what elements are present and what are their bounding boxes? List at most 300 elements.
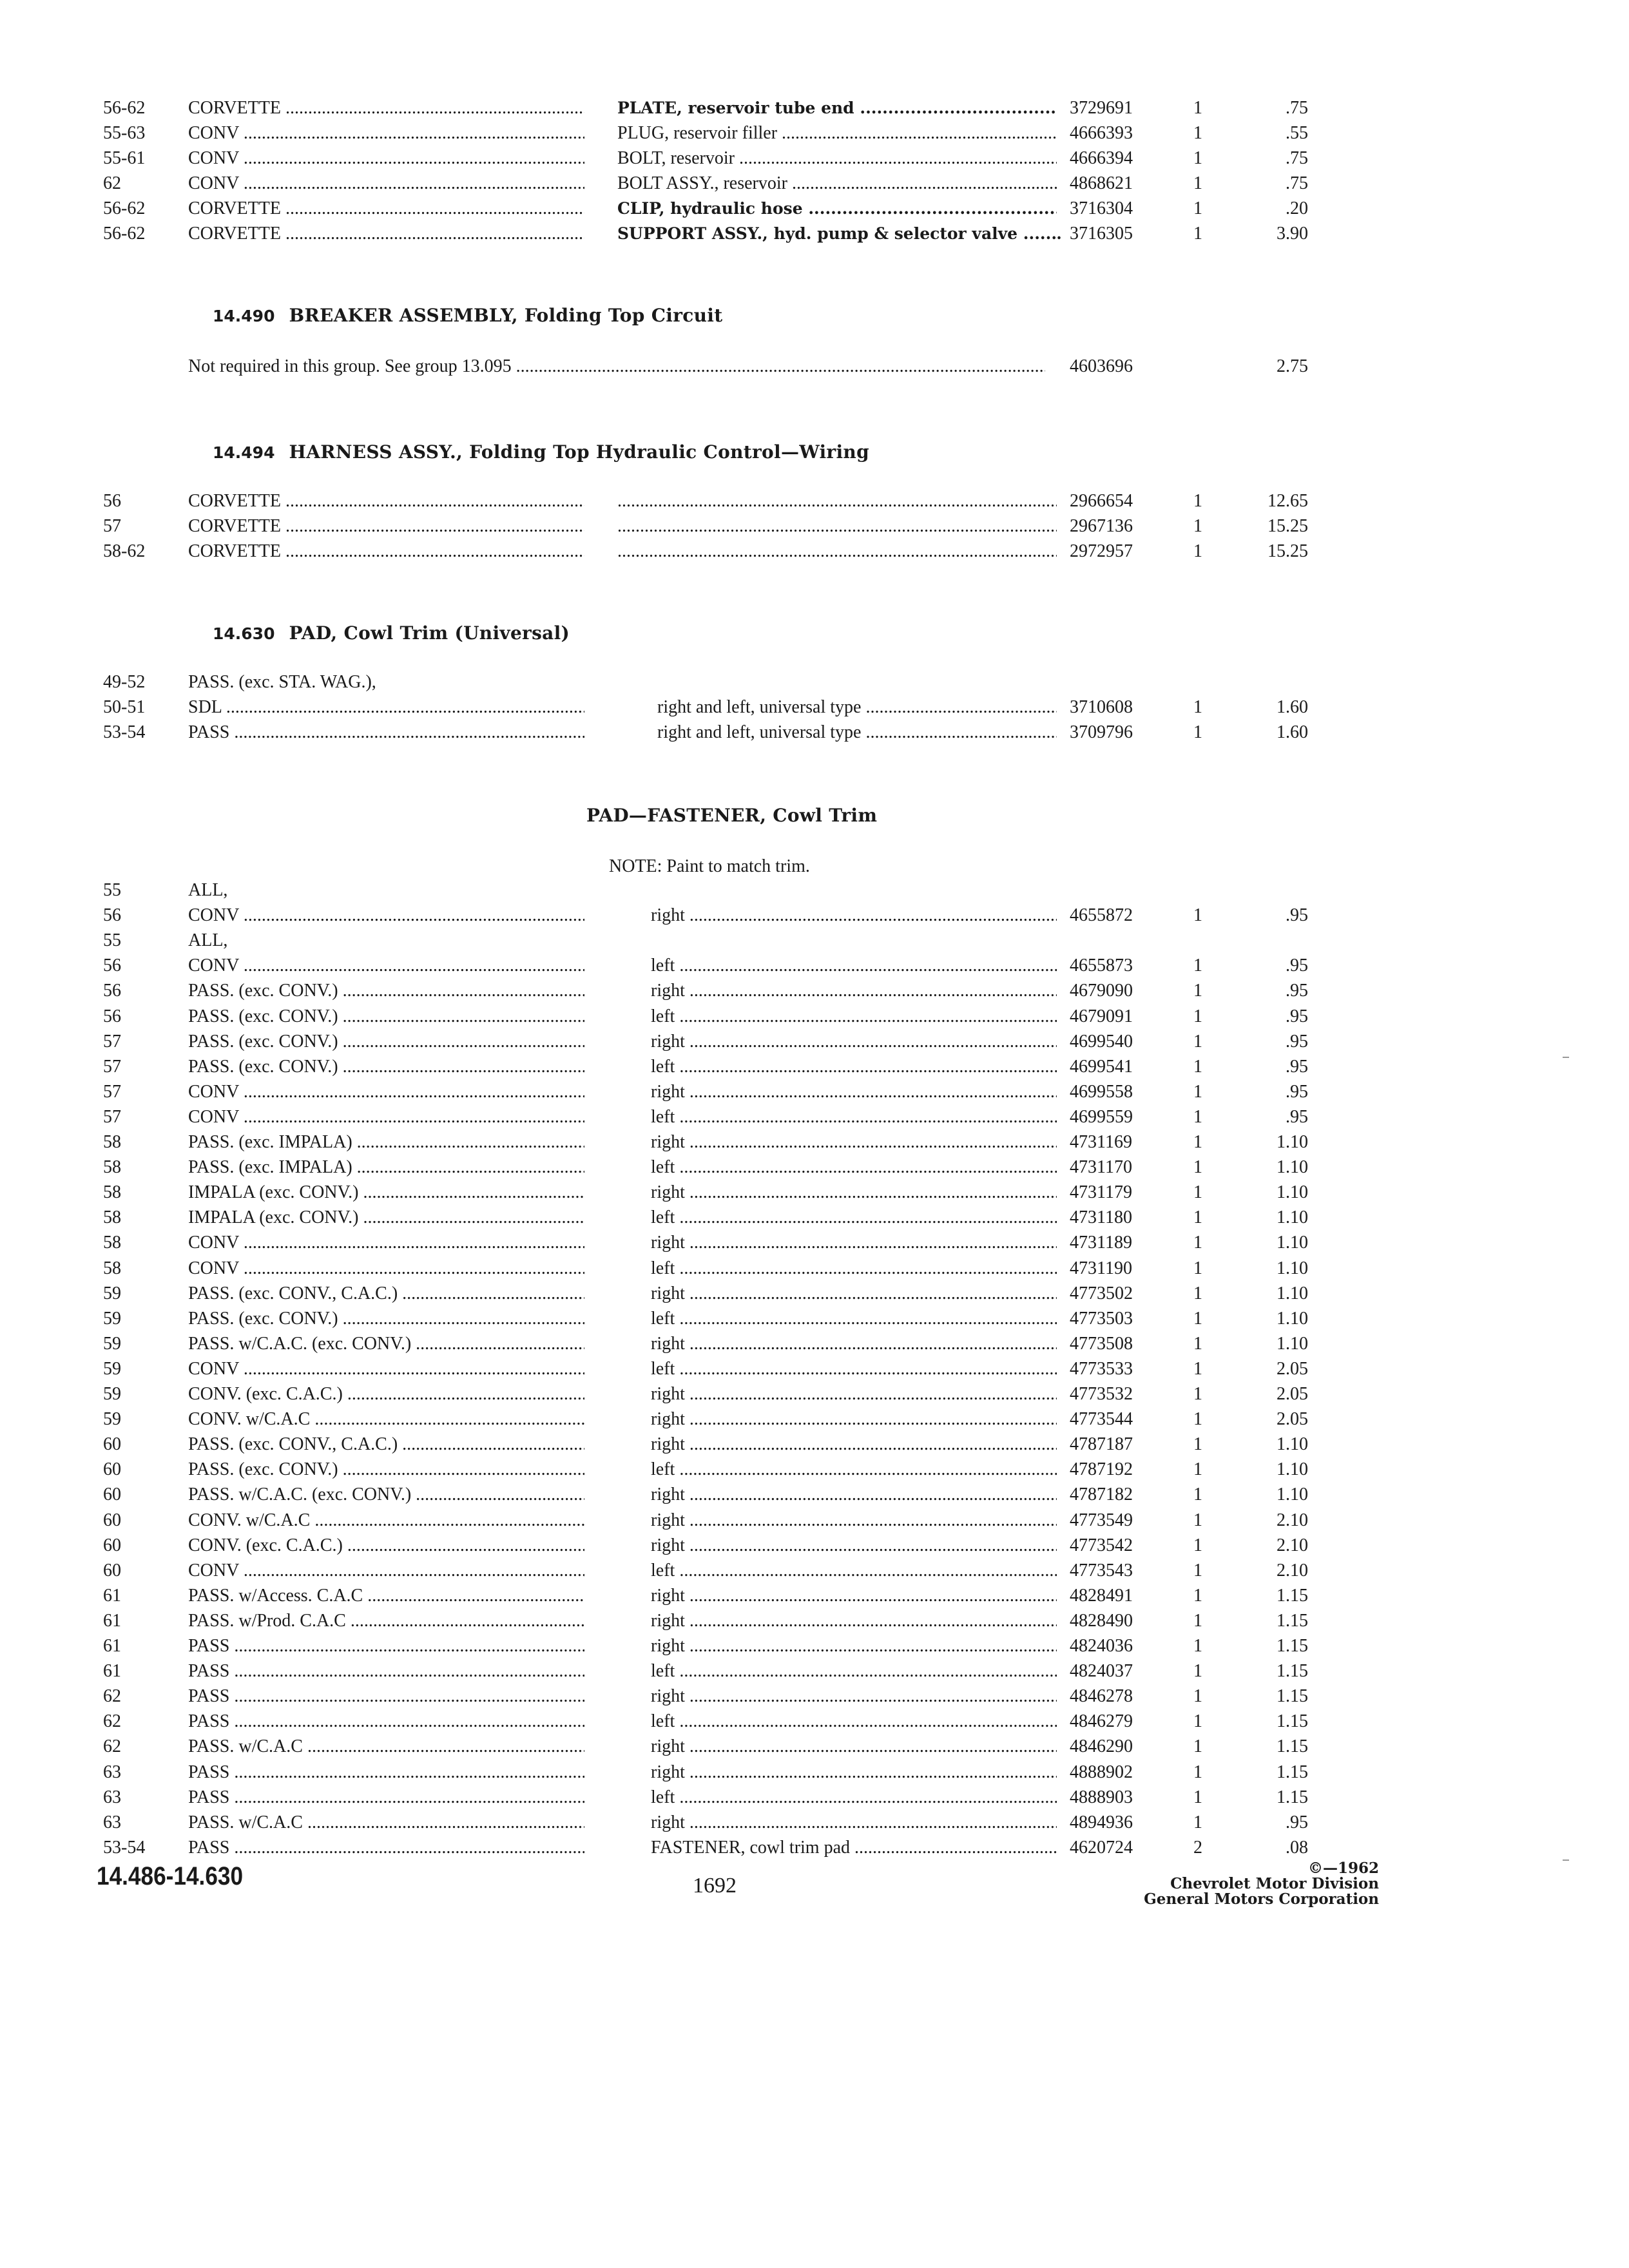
model-name: CONV. (exc. C.A.C.) .....	[188, 1533, 584, 1559]
table-row	[0, 1785, 1629, 1811]
part-description	[617, 488, 1057, 514]
part-number: 4731190	[1070, 1258, 1132, 1278]
price: 2.75	[1277, 356, 1308, 376]
part-number: 2972957	[1070, 541, 1133, 561]
quantity: 1	[1193, 1585, 1202, 1606]
part-number: 4828491	[1070, 1585, 1133, 1606]
table-row	[0, 1356, 1629, 1382]
quantity: 1	[1193, 1762, 1202, 1782]
year-range: 58	[103, 1182, 121, 1203]
model-name: CONV .....	[188, 1256, 584, 1282]
part-number: 4868621	[1070, 173, 1133, 193]
table-row	[0, 221, 1629, 247]
part-number: 4824036	[1070, 1636, 1133, 1656]
table-row	[0, 146, 1629, 171]
section-note: NOTE: Paint to match trim.	[609, 856, 810, 876]
model-name: PASS. (exc. IMPALA) .....	[188, 1129, 584, 1155]
price: .95	[1286, 1081, 1308, 1102]
section-title: PAD—FASTENER, Cowl Trim	[586, 805, 878, 826]
price: 1.15	[1277, 1610, 1308, 1631]
part-number: 4699540	[1070, 1031, 1133, 1052]
part-description: PLATE, reservoir tube end .....	[617, 95, 1057, 121]
quantity: 1	[1193, 1132, 1202, 1152]
quantity: 1	[1193, 1661, 1202, 1682]
year-range: 55	[103, 880, 121, 900]
price: 1.10	[1277, 1308, 1308, 1329]
price: 1.10	[1277, 1132, 1308, 1152]
part-number: 3716305	[1070, 224, 1133, 244]
part-description: BOLT ASSY., reservoir .....	[617, 171, 1057, 197]
year-range: 60	[103, 1510, 121, 1530]
model-name: CONV. w/C.A.C .....	[188, 1508, 584, 1533]
footer-section-code: 14.486-14.630	[97, 1862, 244, 1890]
part-description: left .....	[651, 1256, 1057, 1282]
quantity: 1	[1193, 1485, 1202, 1505]
year-range: 56-62	[103, 198, 146, 218]
table-row	[0, 1331, 1629, 1357]
year-range: 56	[103, 491, 121, 511]
year-range: 57	[103, 1056, 121, 1077]
part-number: 4679090	[1070, 981, 1133, 1001]
table-row	[0, 539, 1629, 564]
quantity: 1	[1193, 1081, 1202, 1102]
year-range: 62	[103, 1711, 121, 1732]
section-title: HARNESS ASSY., Folding Top Hydraulic Control—Wiring	[289, 441, 869, 463]
price: 2.10	[1277, 1535, 1308, 1555]
part-description: left .....	[651, 1658, 1057, 1684]
price: 1.15	[1277, 1686, 1308, 1707]
year-range: 56-62	[103, 224, 146, 244]
part-description: right .....	[651, 1180, 1057, 1206]
section-heading-pad-fastener	[586, 803, 877, 829]
part-description	[617, 514, 1057, 539]
table-row	[0, 1558, 1629, 1584]
table-row	[0, 1029, 1629, 1055]
table-row	[0, 1079, 1629, 1105]
quantity: 1	[1193, 1283, 1202, 1303]
part-description: left .....	[651, 1155, 1057, 1180]
price: .75	[1286, 98, 1308, 118]
quantity: 1	[1193, 1535, 1202, 1555]
scan-speck	[1563, 1860, 1569, 1861]
table-row	[0, 1457, 1629, 1483]
model-name: PASS. (exc. CONV., C.A.C.) .....	[188, 1281, 584, 1307]
price: 15.25	[1268, 541, 1308, 561]
model-name: PASS. (exc. CONV.) .....	[188, 1457, 584, 1483]
part-description: right .....	[651, 1508, 1057, 1533]
table-row	[0, 1482, 1629, 1508]
year-range: 63	[103, 1812, 121, 1832]
quantity: 2	[1193, 1837, 1202, 1858]
part-description: left .....	[651, 1104, 1057, 1130]
price: .95	[1286, 1106, 1308, 1127]
section-number: 14.490	[213, 307, 275, 325]
price: 1.60	[1277, 697, 1308, 718]
model-name: PASS. (exc. CONV.) .....	[188, 1054, 584, 1080]
year-range: 60	[103, 1459, 121, 1480]
model-name: PASS. (exc. CONV.) .....	[188, 1004, 584, 1030]
price: 2.05	[1277, 1409, 1308, 1430]
model-name: PASS .....	[188, 1835, 584, 1861]
price: .95	[1286, 1031, 1308, 1052]
quantity: 1	[1193, 1106, 1202, 1127]
year-range: 55	[103, 930, 121, 951]
price: .08	[1286, 1837, 1308, 1858]
model-name: IMPALA (exc. CONV.) .....	[188, 1180, 584, 1206]
part-number: 4787187	[1070, 1434, 1133, 1455]
scan-speck	[1563, 1057, 1569, 1058]
table-row	[0, 1583, 1629, 1609]
year-range: 50-51	[103, 697, 146, 718]
part-number: 4828490	[1070, 1610, 1133, 1631]
table-row	[0, 1104, 1629, 1130]
corporation-name: General Motors Corporation	[1144, 1890, 1379, 1908]
year-range: 61	[103, 1636, 121, 1656]
price: 2.10	[1277, 1510, 1308, 1530]
price: 1.10	[1277, 1207, 1308, 1228]
part-number: 4773503	[1070, 1308, 1133, 1329]
part-number: 4731179	[1070, 1182, 1132, 1203]
part-description: FASTENER, cowl trim pad .....	[651, 1835, 1057, 1861]
model-name: SDL .....	[188, 695, 584, 720]
part-number: 4773549	[1070, 1510, 1133, 1530]
table-row	[0, 1810, 1629, 1836]
model-name: PASS .....	[188, 1633, 584, 1659]
table-row	[0, 1633, 1629, 1659]
part-description: left .....	[651, 1054, 1057, 1080]
part-description: right .....	[651, 1432, 1057, 1457]
price: .75	[1286, 148, 1308, 168]
table-row	[0, 903, 1629, 928]
year-range: 63	[103, 1787, 121, 1807]
table-row	[0, 1760, 1629, 1785]
model-name: CONV .....	[188, 1079, 584, 1105]
part-description: right .....	[651, 1633, 1057, 1659]
footer-page-number: 1692	[693, 1874, 737, 1898]
part-number: 2966654	[1070, 491, 1133, 511]
model-name: CORVETTE .....	[188, 539, 584, 564]
quantity: 1	[1193, 1308, 1202, 1329]
model-name: ALL,	[188, 880, 228, 900]
quantity: 1	[1193, 1358, 1202, 1379]
section-heading-14-490	[213, 303, 722, 329]
quantity: 1	[1193, 1736, 1202, 1757]
part-description: right .....	[651, 1608, 1057, 1634]
price: .95	[1286, 1056, 1308, 1077]
model-name: PASS .....	[188, 1709, 584, 1735]
part-description: left .....	[651, 1457, 1057, 1483]
quantity: 1	[1193, 1056, 1202, 1077]
year-range: 59	[103, 1384, 121, 1404]
year-range: 60	[103, 1485, 121, 1505]
section-heading-14-494	[213, 439, 869, 466]
price: 1.10	[1277, 1157, 1308, 1178]
model-name: PASS. w/Access. C.A.C .....	[188, 1583, 584, 1609]
year-range: 62	[103, 173, 121, 193]
part-description: right .....	[651, 1583, 1057, 1609]
year-range: 55-63	[103, 123, 146, 143]
part-description: SUPPORT ASSY., hyd. pump & selector valve .....	[617, 221, 1057, 247]
table-row	[0, 488, 1629, 514]
quantity: 1	[1193, 1258, 1202, 1278]
model-name: Not required in this group. See group 13.095 .....	[188, 354, 1045, 380]
part-number: 4666393	[1070, 123, 1133, 143]
part-number: 4773543	[1070, 1560, 1133, 1581]
part-number: 4655872	[1070, 905, 1133, 926]
price: .95	[1286, 1812, 1308, 1832]
year-range: 57	[103, 1106, 121, 1127]
table-row	[0, 928, 1629, 954]
part-description: left .....	[651, 1356, 1057, 1382]
price: 1.10	[1277, 1258, 1308, 1278]
part-number: 4894936	[1070, 1812, 1133, 1832]
model-name: CONV .....	[188, 953, 584, 979]
model-name: PASS. (exc. CONV., C.A.C.) .....	[188, 1432, 584, 1457]
part-number: 4773532	[1070, 1384, 1133, 1404]
year-range: 59	[103, 1333, 121, 1354]
part-number: 4787192	[1070, 1459, 1133, 1480]
section-title: PAD, Cowl Trim (Universal)	[289, 622, 570, 644]
year-range: 57	[103, 1081, 121, 1102]
year-range: 53-54	[103, 722, 146, 743]
price: 3.90	[1277, 224, 1308, 244]
part-number: 4773502	[1070, 1283, 1133, 1303]
section-number: 14.630	[213, 624, 275, 643]
model-name: PASS. (exc. CONV.) .....	[188, 1306, 584, 1332]
year-range: 60	[103, 1560, 121, 1581]
quantity: 1	[1193, 1233, 1202, 1253]
price: 15.25	[1268, 516, 1308, 536]
part-number: 4699558	[1070, 1081, 1133, 1102]
part-number: 4846290	[1070, 1736, 1133, 1757]
model-name: PASS. (exc. STA. WAG.),	[188, 672, 376, 692]
part-description: left .....	[651, 1709, 1057, 1735]
quantity: 1	[1193, 1787, 1202, 1807]
table-row	[0, 120, 1629, 146]
price: 1.15	[1277, 1636, 1308, 1656]
table-row	[0, 953, 1629, 979]
part-description: right .....	[651, 1230, 1057, 1256]
quantity: 1	[1193, 1182, 1202, 1203]
price: 1.10	[1277, 1233, 1308, 1253]
part-description: right .....	[651, 1760, 1057, 1785]
quantity: 1	[1193, 1031, 1202, 1052]
year-range: 56	[103, 981, 121, 1001]
part-number: 4888903	[1070, 1787, 1133, 1807]
table-row	[0, 1658, 1629, 1684]
model-name: ALL,	[188, 930, 228, 951]
table-row	[0, 1684, 1629, 1709]
model-name: PASS. w/C.A.C .....	[188, 1810, 584, 1836]
table-row	[0, 1835, 1629, 1861]
table-row	[0, 1004, 1629, 1030]
quantity: 1	[1193, 224, 1202, 244]
quantity: 1	[1193, 516, 1202, 536]
part-description: right .....	[651, 1079, 1057, 1105]
model-name: PASS. (exc. IMPALA) .....	[188, 1155, 584, 1180]
quantity: 1	[1193, 1812, 1202, 1832]
price: .95	[1286, 905, 1308, 926]
part-number: 3710608	[1070, 697, 1133, 718]
table-row	[0, 1381, 1629, 1407]
year-range: 59	[103, 1358, 121, 1379]
model-name: CONV .....	[188, 171, 584, 197]
price: 1.10	[1277, 1182, 1308, 1203]
section-number: 14.494	[213, 443, 275, 462]
table-row	[0, 720, 1629, 745]
year-range: 56-62	[103, 98, 146, 118]
part-description: right .....	[651, 1482, 1057, 1508]
part-number: 4655873	[1070, 956, 1133, 976]
quantity: 1	[1193, 1459, 1202, 1480]
part-description: left .....	[651, 1205, 1057, 1231]
table-row	[0, 354, 1629, 380]
model-name: PASS .....	[188, 1658, 584, 1684]
model-name: CONV .....	[188, 1356, 584, 1382]
table-row	[0, 695, 1629, 720]
year-range: 58	[103, 1132, 121, 1152]
part-description: right .....	[651, 1684, 1057, 1709]
model-name: PASS .....	[188, 1684, 584, 1709]
part-description: left .....	[651, 1004, 1057, 1030]
part-description: right .....	[651, 1129, 1057, 1155]
description-leader: .	[1057, 224, 1061, 244]
part-number: 4846278	[1070, 1686, 1133, 1707]
table-row	[0, 669, 1629, 695]
year-range: 58	[103, 1233, 121, 1253]
part-description: right .....	[651, 1381, 1057, 1407]
part-number: 4603696	[1070, 356, 1133, 376]
model-name: PASS. w/C.A.C. (exc. CONV.) .....	[188, 1331, 584, 1357]
part-number: 4679091	[1070, 1006, 1133, 1026]
model-name: CONV .....	[188, 903, 584, 928]
table-row	[0, 1205, 1629, 1231]
table-row	[0, 1432, 1629, 1457]
quantity: 1	[1193, 1510, 1202, 1530]
quantity: 1	[1193, 1636, 1202, 1656]
quantity: 1	[1193, 1610, 1202, 1631]
part-number: 4824037	[1070, 1661, 1133, 1682]
model-name: CONV .....	[188, 1104, 584, 1130]
part-description: right .....	[651, 903, 1057, 928]
part-number: 4731169	[1070, 1132, 1132, 1152]
table-row	[0, 171, 1629, 197]
model-name: CORVETTE .....	[188, 95, 584, 121]
model-name: PASS. w/Prod. C.A.C .....	[188, 1608, 584, 1634]
part-description: right .....	[651, 1331, 1057, 1357]
model-name: CONV. w/C.A.C .....	[188, 1407, 584, 1432]
part-number: 4787182	[1070, 1485, 1133, 1505]
year-range: 57	[103, 516, 121, 536]
year-range: 62	[103, 1686, 121, 1707]
part-description: right .....	[651, 978, 1057, 1004]
year-range: 59	[103, 1409, 121, 1430]
year-range: 58	[103, 1207, 121, 1228]
quantity: 1	[1193, 1409, 1202, 1430]
year-range: 57	[103, 1031, 121, 1052]
year-range: 58	[103, 1157, 121, 1178]
quantity: 1	[1193, 1711, 1202, 1732]
quantity: 1	[1193, 1157, 1202, 1178]
quantity: 1	[1193, 1560, 1202, 1581]
part-description: CLIP, hydraulic hose .....	[617, 196, 1057, 222]
price: 1.15	[1277, 1762, 1308, 1782]
part-description: BOLT, reservoir .....	[617, 146, 1057, 171]
model-name: CONV .....	[188, 146, 584, 171]
year-range: 56	[103, 1006, 121, 1026]
price: 1.15	[1277, 1661, 1308, 1682]
part-description	[617, 539, 1057, 564]
price: .95	[1286, 981, 1308, 1001]
year-range: 63	[103, 1762, 121, 1782]
model-name: CORVETTE .....	[188, 196, 584, 222]
model-name: CORVETTE .....	[188, 488, 584, 514]
table-row	[0, 1608, 1629, 1634]
part-number: 4666394	[1070, 148, 1133, 168]
part-number: 4773508	[1070, 1333, 1133, 1354]
part-number: 4731189	[1070, 1233, 1132, 1253]
quantity: 1	[1193, 1333, 1202, 1354]
quantity: 1	[1193, 697, 1202, 718]
price: 1.10	[1277, 1283, 1308, 1303]
part-description: right .....	[651, 1407, 1057, 1432]
section-title: BREAKER ASSEMBLY, Folding Top Circuit	[289, 305, 723, 326]
part-description: right .....	[651, 1533, 1057, 1559]
model-name: CONV .....	[188, 1230, 584, 1256]
price: 1.10	[1277, 1434, 1308, 1455]
model-name: PASS .....	[188, 1760, 584, 1785]
table-row	[0, 1281, 1629, 1307]
section-heading-14-630	[213, 620, 570, 647]
price: 1.15	[1277, 1585, 1308, 1606]
copyright-year: ©—1962	[1307, 1860, 1379, 1877]
part-description: left .....	[651, 953, 1057, 979]
price: 1.10	[1277, 1485, 1308, 1505]
part-number: 4773533	[1070, 1358, 1133, 1379]
quantity: 1	[1193, 1434, 1202, 1455]
quantity: 1	[1193, 123, 1202, 143]
part-description: right .....	[651, 1029, 1057, 1055]
table-row	[0, 1508, 1629, 1533]
price: .75	[1286, 173, 1308, 193]
year-range: 59	[103, 1283, 121, 1303]
part-description: left .....	[651, 1785, 1057, 1811]
part-description: right .....	[651, 1810, 1057, 1836]
table-row	[0, 878, 1629, 903]
year-range: 56	[103, 905, 121, 926]
part-number: 4699541	[1070, 1056, 1133, 1077]
price: .95	[1286, 1006, 1308, 1026]
year-range: 56	[103, 956, 121, 976]
year-range: 60	[103, 1535, 121, 1555]
model-name: CONV .....	[188, 120, 584, 146]
price: 2.05	[1277, 1358, 1308, 1379]
part-number: 4620724	[1070, 1837, 1133, 1858]
price: 1.10	[1277, 1459, 1308, 1480]
table-row	[0, 1306, 1629, 1332]
part-description: right .....	[651, 1734, 1057, 1760]
price: .20	[1286, 198, 1308, 218]
table-row	[0, 514, 1629, 539]
quantity: 1	[1193, 1384, 1202, 1404]
table-row	[0, 1054, 1629, 1080]
model-name: PASS. (exc. CONV.) .....	[188, 1029, 584, 1055]
part-number: 3716304	[1070, 198, 1133, 218]
price: .55	[1286, 123, 1308, 143]
part-description: left .....	[651, 1558, 1057, 1584]
table-row	[0, 1407, 1629, 1432]
price: 2.10	[1277, 1560, 1308, 1581]
